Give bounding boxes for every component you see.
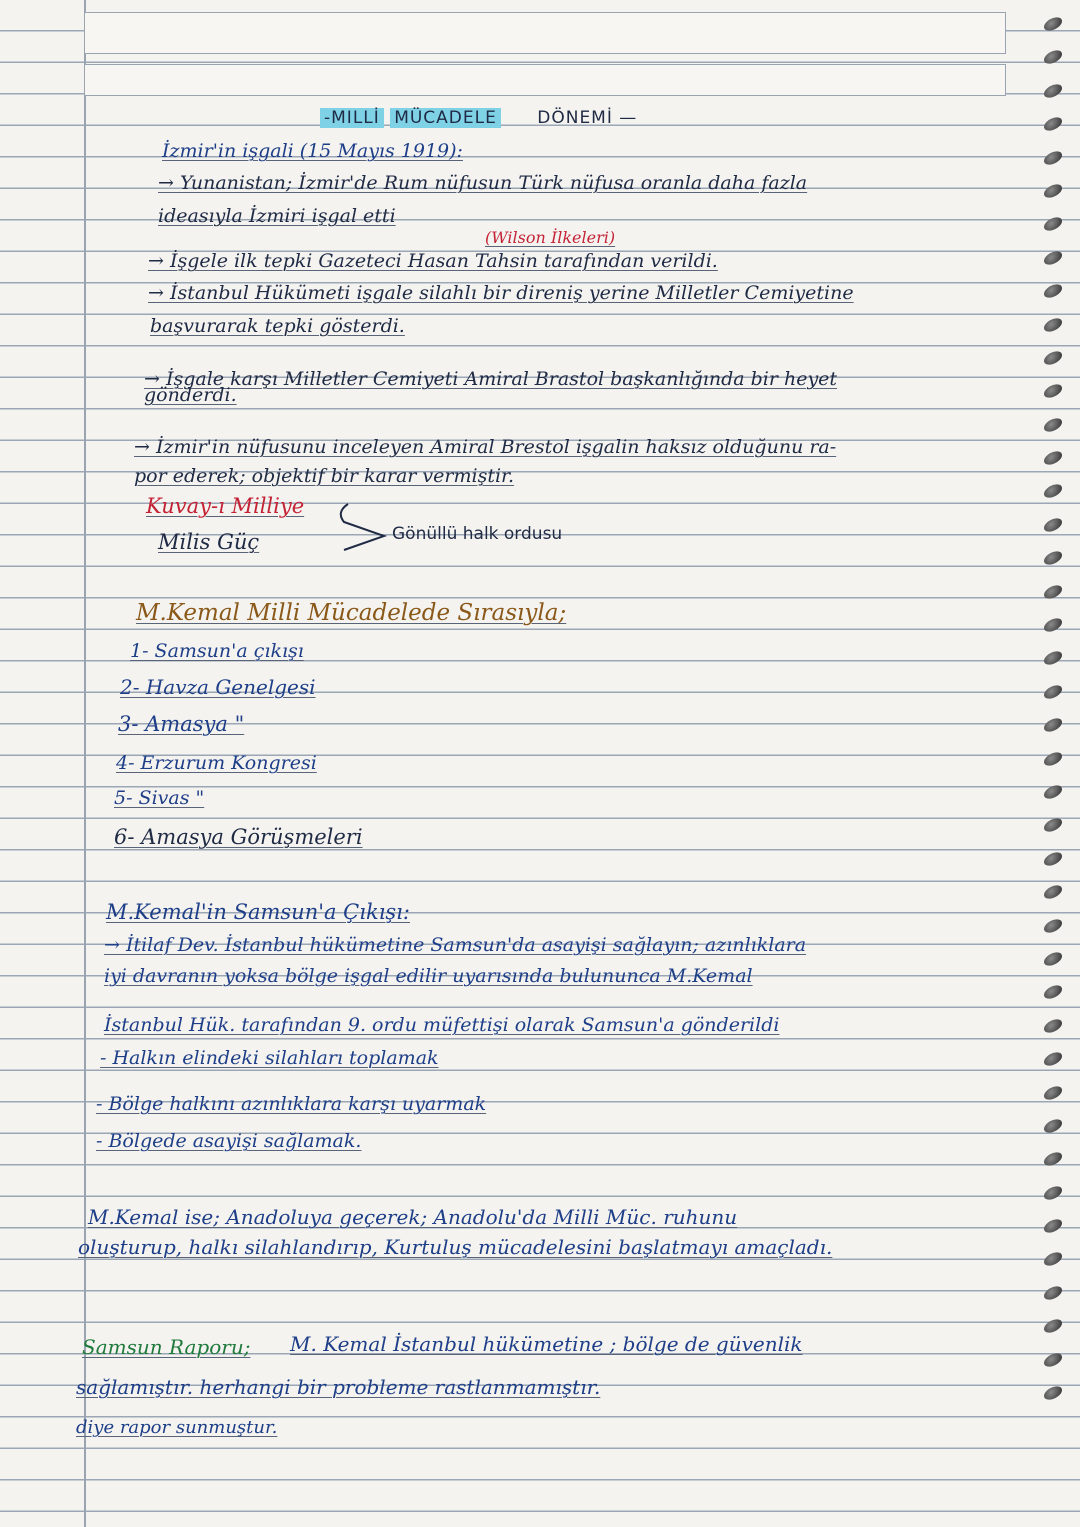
- halk-ordusu-label: Gönüllü halk ordusu: [392, 524, 563, 544]
- izmir-line: → İşgele ilk tepki Gazeteci Hasan Tahsin tarafından verildi.: [148, 250, 718, 272]
- izmir-line: por ederek; objektif bir karar vermiştir.: [134, 465, 515, 487]
- header-box-1: [84, 12, 1006, 54]
- title-part-2: MÜCADELE: [390, 108, 501, 128]
- milis-guc-label: Milis Güç: [158, 530, 260, 554]
- kuvayi-milliye-label: Kuvay-ı Milliye: [146, 494, 305, 518]
- samsun-line: İstanbul Hük. tarafından 9. ordu müfettişi olarak Samsun'a gönderildi: [104, 1014, 780, 1036]
- sequence-item: 5- Sivas ": [114, 787, 205, 809]
- izmir-line: başvurarak tepki gösterdi.: [150, 315, 405, 337]
- report-line: sağlamıştır. herhangi bir probleme rastlanmamıştır.: [76, 1375, 601, 1399]
- izmir-line: → Yunanistan; İzmir'de Rum nüfusun Türk nüfusa oranla daha fazla: [158, 172, 808, 194]
- title-part-1: -MILLİ: [320, 108, 384, 128]
- header-box-2: [84, 64, 1006, 96]
- samsun-task: - Bölgede asayişi sağlamak.: [96, 1130, 362, 1152]
- izmir-line: → İzmir'in nüfusunu inceleyen Amiral Brestol işgalin haksız olduğunu ra-: [134, 436, 837, 458]
- sequence-item: 3- Amasya ": [118, 712, 245, 736]
- izmir-line: ideasıyla İzmiri işgal etti: [158, 205, 396, 227]
- izmir-line: gönderdi.: [144, 384, 237, 406]
- samsun-line: iyi davranın yoksa bölge işgal edilir uyarısında bulununca M.Kemal: [104, 965, 753, 987]
- page-title: [320, 108, 720, 128]
- report-line: diye rapor sunmuştur.: [76, 1417, 278, 1438]
- sequence-item: 4- Erzurum Kongresi: [116, 752, 317, 774]
- spiral-binding: [1044, 18, 1074, 1420]
- samsun-heading: M.Kemal'in Samsun'a Çıkışı:: [106, 900, 410, 924]
- samsun-task: - Bölge halkını azınlıklara karşı uyarmak: [96, 1093, 487, 1115]
- izmir-line: → İşgale karşı Milletler Cemiyeti Amiral Brastol başkanlığında bir heyet: [144, 368, 838, 390]
- sequence-item: 6- Amasya Görüşmeleri: [114, 825, 363, 849]
- izmir-heading: İzmir'in işgali (15 Mayıs 1919):: [162, 140, 463, 162]
- sequence-item: 1- Samsun'a çıkışı: [130, 640, 304, 662]
- merge-bracket-icon: [308, 498, 388, 558]
- sequence-heading: M.Kemal Milli Mücadelede Sırasıyla;: [136, 600, 567, 626]
- purpose-line: oluşturup, halkı silahlandırıp, Kurtuluş mücadelesini başlatmayı amaçladı.: [78, 1235, 833, 1259]
- samsun-line: → İtilaf Dev. İstanbul hükümetine Samsun'da asayişi sağlayın; azınlıklara: [104, 934, 807, 956]
- title-part-3: DÖNEMİ —: [537, 108, 638, 128]
- report-line: M. Kemal İstanbul hükümetine ; bölge de güvenlik: [290, 1332, 803, 1356]
- report-label: Samsun Raporu;: [82, 1335, 251, 1359]
- izmir-line: → İstanbul Hükümeti işgale silahlı bir direniş yerine Milletler Cemiyetine: [148, 282, 854, 304]
- margin-line: [84, 0, 86, 1527]
- sequence-item: 2- Havza Genelgesi: [120, 675, 316, 699]
- samsun-task: - Halkın elindeki silahları toplamak: [100, 1047, 439, 1069]
- wilson-note: (Wilson İlkeleri): [485, 228, 616, 247]
- purpose-line: M.Kemal ise; Anadoluya geçerek; Anadolu'da Milli Müc. ruhunu: [88, 1205, 738, 1229]
